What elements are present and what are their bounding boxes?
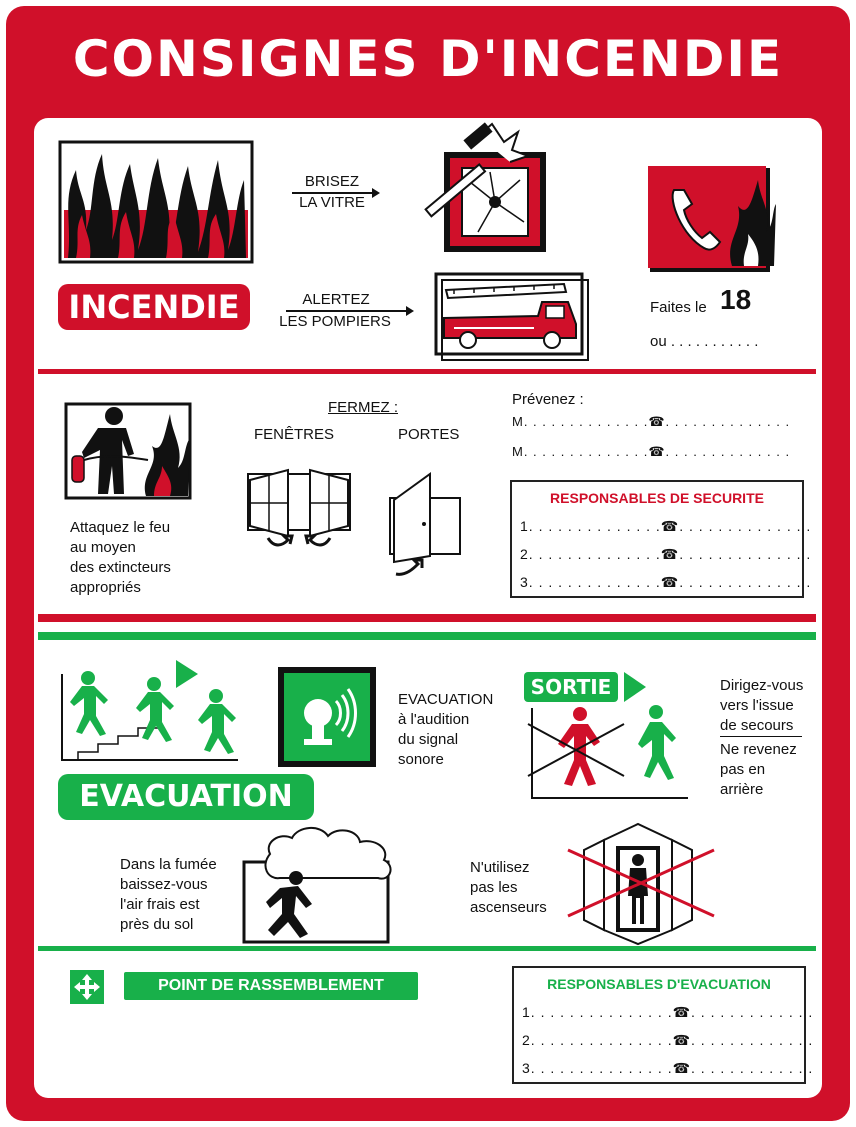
fire-icon xyxy=(58,140,254,264)
smoke-crawl-icon xyxy=(240,824,400,944)
window-closing-icon xyxy=(244,466,354,550)
lift-text-line2: pas les xyxy=(470,879,518,896)
call-prefix: Faites le xyxy=(650,299,707,316)
sound-signal-icon xyxy=(276,665,378,769)
signal-text-line1: EVACUATION xyxy=(398,691,494,708)
evacuation-officer-row: 1. . . . . . . . . . . . . . .☎. . . . . . . . . . . . . xyxy=(522,1004,814,1020)
section-divider xyxy=(38,946,816,951)
close-doors-label: PORTES xyxy=(398,426,460,443)
security-officer-row: 2. . . . . . . . . . . . . .☎. . . . . . . . . . . . . . xyxy=(520,546,812,562)
elevator-forbidden-icon xyxy=(564,820,718,948)
exit-text-line2: vers l'issue xyxy=(720,697,794,714)
evacuation-officers-title: RESPONSABLES D'EVACUATION xyxy=(547,976,771,992)
security-officer-row: 3. . . . . . . . . . . . . .☎. . . . . . . . . . . . . . xyxy=(520,574,812,590)
attack-text-line3: des extincteurs xyxy=(70,559,171,576)
close-heading: FERMEZ : xyxy=(328,399,398,416)
evacuation-officers-box xyxy=(512,966,814,1084)
notify-heading: Prévenez : xyxy=(512,391,584,408)
exit-text-line4: Ne revenez xyxy=(720,741,797,758)
evacuating-people-icon xyxy=(58,654,242,766)
attack-text-line1: Attaquez le feu xyxy=(70,519,171,536)
break-glass-alarm-icon xyxy=(420,122,548,254)
incendie-badge: INCENDIE xyxy=(58,284,250,330)
attack-text-line2: au moyen xyxy=(70,539,136,556)
exit-direction-icon xyxy=(524,704,690,800)
call-number: 18 xyxy=(720,284,752,315)
exit-sign: SORTIE xyxy=(524,672,618,702)
step-break-glass-line1: BRISEZ xyxy=(304,173,360,190)
exit-text-rule xyxy=(720,736,802,737)
exit-text-line6: arrière xyxy=(720,781,764,798)
section-divider xyxy=(38,632,816,640)
close-windows-label: FENÊTRES xyxy=(254,426,335,443)
call-alternative: ou . . . . . . . . . . . xyxy=(650,333,759,350)
extinguisher-person-icon xyxy=(64,394,192,500)
lift-text-line3: ascenseurs xyxy=(470,899,547,916)
evacuation-officer-row: 2. . . . . . . . . . . . . . .☎. . . . . . . . . . . . . xyxy=(522,1032,814,1048)
signal-text-line2: à l'audition xyxy=(398,711,470,728)
security-officers-box xyxy=(510,480,812,598)
signal-text-line3: du signal xyxy=(398,731,459,748)
evacuation-officer-row: 3. . . . . . . . . . . . . . .☎. . . . . . . . . . . . . xyxy=(522,1060,814,1076)
exit-text-line5: pas en xyxy=(720,761,766,778)
poster-title: CONSIGNES D'INCENDIE xyxy=(72,30,784,88)
fire-truck-icon xyxy=(434,272,586,358)
lift-text-line1: N'utilisez xyxy=(470,859,530,876)
assembly-point-label: POINT DE RASSEMBLEMENT xyxy=(124,972,418,1000)
notify-contact-2: M. . . . . . . . . . . . . .☎. . . . . . . . . . . . . . xyxy=(512,444,791,459)
section-divider xyxy=(38,369,816,374)
evacuation-badge: EVACUATION xyxy=(58,774,314,820)
phone-fire-icon xyxy=(648,160,776,274)
security-officers-title: RESPONSABLES DE SECURITE xyxy=(550,490,764,506)
smoke-text-line4: près du sol xyxy=(120,916,194,933)
smoke-text-line3: l'air frais est xyxy=(120,896,200,913)
signal-text-line4: sonore xyxy=(398,751,444,768)
step-alert-line1: ALERTEZ xyxy=(302,291,370,308)
exit-arrow-icon xyxy=(622,670,648,704)
smoke-text-line1: Dans la fumée xyxy=(120,856,217,873)
notify-contact-1: M. . . . . . . . . . . . . .☎. . . . . . . . . . . . . . xyxy=(512,414,791,429)
exit-text-line1: Dirigez-vous xyxy=(720,677,804,694)
step-break-glass-line2: LA VITRE xyxy=(299,194,365,211)
section-divider xyxy=(38,614,816,622)
security-officer-row: 1. . . . . . . . . . . . . .☎. . . . . . . . . . . . . . xyxy=(520,518,812,534)
smoke-text-line2: baissez-vous xyxy=(120,876,208,893)
assembly-point-icon xyxy=(70,970,104,1004)
exit-text-line3: de secours xyxy=(720,717,794,734)
step-alert-line2: LES POMPIERS xyxy=(279,313,391,330)
door-closing-icon xyxy=(384,470,466,578)
attack-text-line4: appropriés xyxy=(70,579,141,596)
